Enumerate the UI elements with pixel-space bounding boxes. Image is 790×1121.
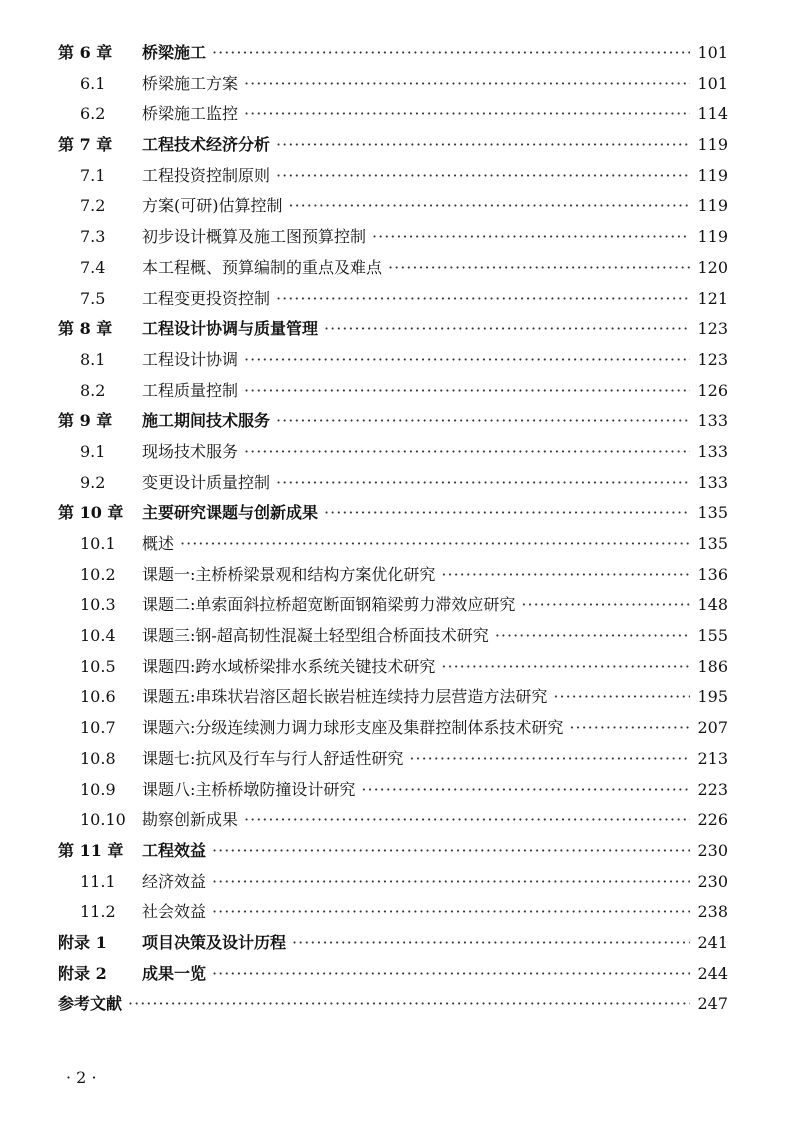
toc-entry-number: 10.3 [80, 595, 116, 615]
toc-entry-section [58, 378, 728, 409]
toc-entry-number: 第 8 章 [58, 319, 113, 339]
toc-entry-number: 10.6 [80, 687, 116, 707]
toc-entry-page: 114 [697, 104, 728, 124]
toc-entry-number: 第 6 章 [58, 43, 113, 62]
toc-entry-section [58, 224, 728, 255]
toc-entry-section [58, 746, 728, 777]
toc-leader-dots [276, 135, 690, 154]
toc-entry-page: 226 [697, 810, 728, 830]
toc-entry-page: 120 [697, 257, 728, 277]
toc-entry-page: 207 [697, 718, 728, 738]
toc-entry-section [58, 899, 728, 930]
toc-entry-section [58, 654, 728, 685]
toc-leader-dots [569, 718, 690, 737]
toc-entry-page: 244 [697, 963, 728, 983]
toc-entry-title: 成果一览 [142, 963, 207, 983]
toc-entry-page: 135 [697, 503, 728, 523]
toc-entry-title: 工程投资控制原则 [142, 165, 271, 185]
toc-entry-page: 135 [697, 534, 728, 553]
toc-entry-number: 10.5 [80, 656, 116, 676]
toc-entry-title: 课题五:串珠状岩溶区超长嵌岩桩连续持力层营造方法研究 [142, 687, 548, 707]
toc-entry-title: 变更设计质量控制 [142, 472, 271, 492]
toc-entry-title: 施工期间技术服务 [142, 411, 271, 431]
toc-leader-dots [441, 565, 690, 584]
toc-entry-number: 11.1 [80, 871, 116, 891]
toc-entry-number: 7.3 [80, 227, 106, 247]
toc-entry-title: 参考文献 [58, 994, 123, 1014]
toc-leader-dots [244, 350, 690, 369]
toc-entry-section [58, 531, 728, 562]
toc-leader-dots [289, 196, 691, 215]
toc-entry-section [58, 715, 728, 746]
toc-leader-dots [244, 74, 690, 93]
toc-entry-title: 工程设计协调与质量管理 [142, 319, 319, 339]
toc-entry-chapter [58, 408, 728, 439]
toc-entry-number: 7.5 [80, 288, 106, 308]
toc-entry-page: 133 [697, 472, 728, 492]
toc-entry-section [58, 439, 728, 470]
toc-entry-page: 123 [697, 349, 728, 369]
toc-entry-title: 初步设计概算及施工图预算控制 [142, 227, 367, 247]
toc-leader-dots [276, 411, 690, 430]
toc-entry-section [58, 286, 728, 317]
toc-entry-section [58, 623, 728, 654]
toc-leader-dots [212, 964, 690, 983]
toc-entry-number: 附录 2 [58, 963, 107, 983]
toc-entry-number: 10.8 [80, 748, 116, 768]
toc-entry-title: 课题二:单索面斜拉桥超宽断面钢箱梁剪力滞效应研究 [142, 595, 516, 615]
toc-entry-section [58, 347, 728, 378]
toc-entry-title: 课题四:跨水域桥梁排水系统关键技术研究 [142, 656, 436, 676]
toc-entry-page: 126 [697, 380, 728, 400]
toc-entry-title: 桥梁施工 [142, 43, 207, 62]
toc-entry-page: 230 [697, 871, 728, 891]
toc-entry-title: 现场技术服务 [142, 441, 239, 461]
toc-entry-chapter [58, 838, 728, 869]
toc-entry-title: 课题六:分级连续测力调力球形支座及集群控制体系技术研究 [142, 718, 564, 738]
toc-entry-section [58, 71, 728, 102]
toc-entry-number: 附录 1 [58, 932, 107, 952]
toc-leader-dots [244, 810, 690, 829]
toc-entry-section [58, 592, 728, 623]
toc-leader-dots [244, 442, 690, 461]
toc-entry-title: 本工程概、预算编制的重点及难点 [142, 257, 383, 277]
toc-entry-number: 10.9 [80, 779, 116, 799]
toc-entry-number: 6.1 [80, 73, 106, 93]
toc-entry-section [58, 470, 728, 501]
toc-entry-number: 第 9 章 [58, 411, 113, 431]
toc-entry-title: 桥梁施工监控 [142, 104, 239, 124]
toc-entry-title: 课题七:抗风及行车与行人舒适性研究 [142, 748, 404, 768]
toc-entry-title: 概述 [142, 534, 175, 553]
toc-leader-dots [292, 933, 690, 952]
toc-entry-number: 9.1 [80, 441, 106, 461]
toc-leader-dots [409, 749, 690, 768]
toc-entry-section [58, 684, 728, 715]
toc-leader-dots [276, 166, 690, 185]
toc-entry-chapter [58, 316, 728, 347]
toc-entry-page: 133 [697, 441, 728, 461]
toc-entry-section [58, 163, 728, 194]
toc-leader-dots [212, 43, 690, 62]
toc-entry-chapter [58, 132, 728, 163]
toc-entry-title: 工程技术经济分析 [142, 135, 271, 155]
toc-entry-page: 238 [697, 902, 728, 922]
toc-leader-dots [244, 381, 690, 400]
toc-entry-number: 11.2 [80, 902, 116, 922]
toc-entry-page: 133 [697, 411, 728, 431]
toc-entry-title: 工程设计协调 [142, 349, 239, 369]
toc-entry-page: 213 [697, 748, 728, 768]
toc-leader-dots [441, 657, 690, 676]
toc-entry-section [58, 807, 728, 838]
toc-entry-number: 第 11 章 [58, 840, 124, 860]
toc-entry-number: 8.1 [80, 349, 106, 369]
toc-entry-page: 119 [697, 165, 728, 185]
toc-entry-title: 工程效益 [142, 840, 207, 860]
toc-entry-page: 101 [697, 43, 728, 62]
toc-entry-title: 方案(可研)估算控制 [142, 196, 283, 216]
toc-entry-number: 10.2 [80, 564, 116, 584]
toc-entry-page: 241 [697, 932, 728, 952]
toc-entry-title: 课题八:主桥桥墩防撞设计研究 [142, 779, 356, 799]
toc-leader-dots [128, 994, 690, 1013]
toc-entry-number: 7.1 [80, 165, 106, 185]
toc-leader-dots [372, 227, 690, 246]
toc-entry-page: 123 [697, 319, 728, 339]
toc-entry-section [58, 255, 728, 286]
toc-entry-page: 119 [697, 135, 728, 155]
toc-leader-dots [324, 503, 690, 522]
toc-entry-section [58, 101, 728, 132]
toc-entry-title: 项目决策及设计历程 [142, 932, 287, 952]
toc-entry-section [58, 193, 728, 224]
toc-entry-number: 9.2 [80, 472, 106, 492]
toc-entry-number: 第 10 章 [58, 503, 124, 523]
toc-entry-number: 10.4 [80, 626, 116, 646]
toc-entry-title: 经济效益 [142, 871, 207, 891]
toc-leader-dots [276, 473, 690, 492]
toc-entry-page: 136 [697, 564, 728, 584]
toc-leader-dots [361, 780, 690, 799]
toc-entry-number: 第 7 章 [58, 135, 113, 155]
toc-entry-title: 勘察创新成果 [142, 810, 239, 830]
toc-entry-title: 主要研究课题与创新成果 [142, 503, 319, 523]
toc-entry-page: 155 [697, 626, 728, 646]
toc-entry-page: 195 [697, 687, 728, 707]
toc-entry-page: 101 [697, 73, 728, 93]
toc-entry-page: 119 [697, 227, 728, 247]
toc-entry-number: 10.7 [80, 718, 116, 738]
toc-entry-title: 课题三:钢-超高韧性混凝土轻型组合桥面技术研究 [142, 626, 489, 646]
toc-entry-page: 121 [697, 288, 728, 308]
toc-leader-dots [495, 626, 690, 645]
toc-entry-chapter [58, 40, 728, 71]
toc-leader-dots [212, 841, 690, 860]
toc-leader-dots [212, 872, 690, 891]
toc-entry-number: 10.10 [80, 810, 126, 830]
toc-leader-dots [553, 687, 690, 706]
toc-leader-dots [276, 289, 690, 308]
toc-entry-section [58, 777, 728, 808]
toc-entry-number: 7.2 [80, 196, 106, 216]
toc-entry-page: 230 [697, 840, 728, 860]
toc-entry-title: 社会效益 [142, 902, 207, 922]
toc-entry-page: 247 [697, 994, 728, 1014]
toc-entry-number: 7.4 [80, 257, 106, 277]
table-of-contents [58, 40, 728, 1022]
toc-entry-title: 工程质量控制 [142, 380, 239, 400]
toc-entry-page: 148 [697, 595, 728, 615]
toc-entry-appendix [58, 930, 728, 961]
toc-leader-dots [180, 534, 690, 553]
toc-entry-page: 186 [697, 656, 728, 676]
toc-entry-page: 119 [697, 196, 728, 216]
toc-leader-dots [244, 104, 690, 123]
toc-leader-dots [212, 902, 690, 921]
toc-leader-dots [388, 258, 690, 277]
toc-entry-refs [58, 991, 728, 1022]
toc-entry-section [58, 562, 728, 593]
toc-entry-title: 桥梁施工方案 [142, 73, 239, 93]
toc-entry-title: 工程变更投资控制 [142, 288, 271, 308]
toc-entry-appendix [58, 961, 728, 992]
toc-entry-number: 6.2 [80, 104, 106, 124]
page-number: · 2 · [66, 1068, 97, 1087]
toc-entry-number: 8.2 [80, 380, 106, 400]
toc-entry-chapter [58, 500, 728, 531]
toc-entry-title: 课题一:主桥桥梁景观和结构方案优化研究 [142, 564, 436, 584]
toc-leader-dots [324, 319, 690, 338]
toc-entry-section [58, 869, 728, 900]
toc-leader-dots [521, 595, 690, 614]
toc-entry-page: 223 [697, 779, 728, 799]
toc-entry-number: 10.1 [80, 534, 116, 553]
